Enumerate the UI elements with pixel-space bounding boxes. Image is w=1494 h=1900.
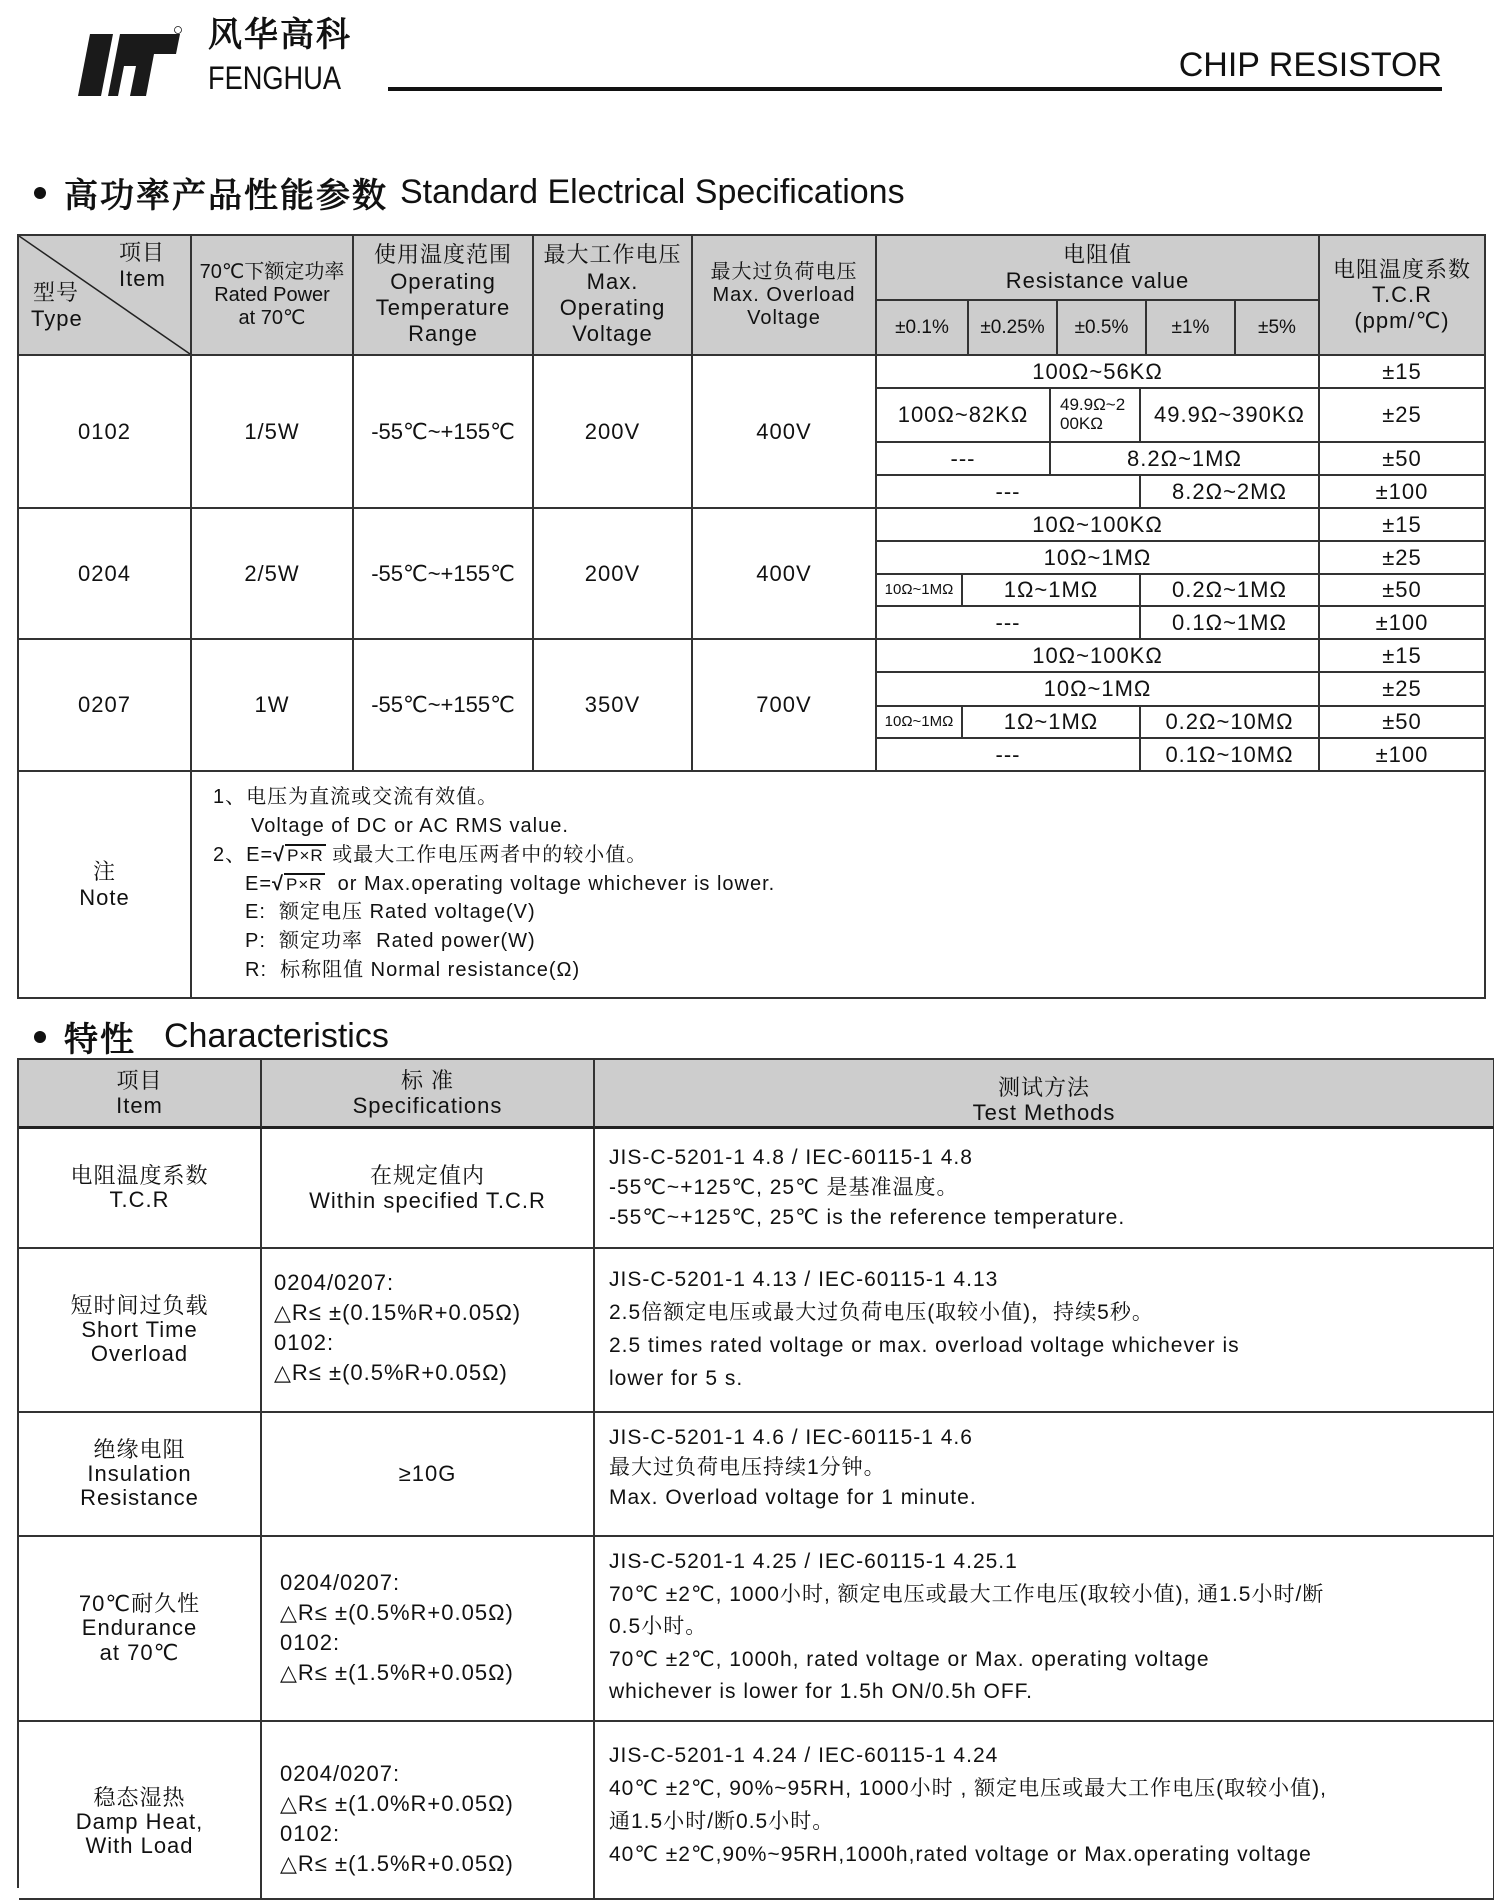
tcr-value-cell: [1320, 707, 1486, 739]
test-method-cell: [595, 1413, 1494, 1537]
test-method-cell-text: JIS-C-5201-1 4.8 / IEC-60115-1 4.8: [609, 1146, 973, 1169]
specification-cell-text: 0102:: [280, 1630, 341, 1655]
note-text: Voltage of DC or AC RMS value.: [251, 815, 569, 837]
header-tolerance: [1058, 301, 1147, 356]
max-overload-cell: [693, 640, 877, 772]
resistance-range-cell-text: 10Ω~1MΩ: [1043, 544, 1152, 570]
resistance-range-cell-text: 49.9Ω~200KΩ: [1060, 395, 1126, 433]
formula-radicand: P×R: [287, 846, 324, 865]
characteristics-section-title: [34, 1012, 389, 1061]
header-resistance-value-text: Resistance value: [1005, 267, 1190, 293]
header-label: Item: [119, 266, 166, 291]
specification-cell-text: 0204/0207:: [274, 1270, 395, 1295]
resistance-range-cell-text: ---: [995, 478, 1021, 504]
test-method-cell-text: -55℃~+125℃, 25℃ 是基准温度。: [609, 1176, 959, 1199]
item-cell-text: Insulation: [87, 1460, 192, 1486]
item-cell-text: Overload: [90, 1341, 189, 1367]
max-voltage-cell-text: 200V: [584, 560, 641, 586]
item-cell-text: Endurance: [81, 1615, 198, 1641]
header-rated-power-text: Rated Power: [214, 283, 330, 306]
resistance-range-cell: [877, 640, 1320, 673]
header-operating-temp-text: Range: [408, 321, 478, 347]
resistance-range-cell: [877, 607, 1141, 640]
max-overload-cell: [693, 356, 877, 509]
test-method-cell-text: JIS-C-5201-1 4.24 / IEC-60115-1 4.24: [609, 1744, 999, 1767]
resistance-range-cell: [877, 707, 963, 739]
test-method-cell-text: whichever is lower for 1.5h ON/0.5h OFF.: [609, 1680, 1033, 1703]
item-cell-text: at 70℃: [99, 1639, 180, 1665]
tcr-value-cell: [1320, 673, 1486, 707]
tcr-value-cell: [1320, 640, 1486, 673]
operating-temp-cell-text: -55℃~+155℃: [371, 418, 515, 444]
note-text: E: 额定电压 Rated voltage(V): [245, 901, 536, 923]
note-text: or Max.operating voltage whichever is lower.: [324, 873, 776, 895]
brand-name-cn: 风华高科: [208, 16, 352, 54]
resistance-range-cell: [877, 509, 1320, 542]
resistance-range-cell: [1051, 443, 1320, 476]
tcr-value-cell-text: ±100: [1375, 741, 1429, 767]
resistance-range-cell: [877, 356, 1320, 389]
test-method-cell: [595, 1129, 1494, 1249]
resistance-range-cell-text: 0.1Ω~1MΩ: [1172, 609, 1287, 635]
item-cell: [19, 1249, 262, 1413]
specification-cell-text: ≥10G: [398, 1461, 457, 1487]
tcr-value-cell: [1320, 476, 1486, 509]
item-cell-text: 绝缘电阻: [93, 1436, 186, 1462]
header-item-text: Item: [116, 1093, 163, 1118]
header-tolerance: [1236, 301, 1320, 356]
type-cell: [19, 356, 192, 509]
specification-cell-text: Within specified T.C.R: [309, 1188, 546, 1213]
type-cell-text: 0102: [78, 418, 131, 444]
resistance-range-cell: [877, 575, 963, 607]
header-tolerance-text: ±1%: [1171, 316, 1210, 338]
test-method-cell-text: JIS-C-5201-1 4.6 / IEC-60115-1 4.6: [609, 1426, 973, 1449]
rated-power-cell: [192, 640, 354, 772]
tcr-value-cell-text: ±15: [1382, 511, 1422, 537]
specification-cell: [262, 1129, 595, 1249]
header-operating-temp-text: Temperature: [375, 295, 511, 320]
header-tolerance: [877, 301, 969, 356]
item-cell-text: Resistance: [80, 1485, 199, 1511]
specification-cell-text: △R≤ ±(0.5%R+0.05Ω): [274, 1360, 508, 1385]
item-cell-text: 短时间过负载: [70, 1292, 209, 1318]
note-line: [245, 873, 775, 896]
resistance-range-cell: [1051, 389, 1141, 443]
item-cell-text: With Load: [85, 1833, 194, 1859]
resistance-range-cell-text: 0.2Ω~10MΩ: [1165, 709, 1294, 735]
note-line: [213, 844, 647, 867]
tcr-value-cell-text: ±50: [1382, 445, 1422, 471]
header-type-item: [19, 236, 192, 356]
test-method-cell: [595, 1722, 1494, 1900]
max-voltage-cell: [534, 509, 693, 640]
header-tcr-text: 电阻温度系数: [1332, 257, 1471, 283]
header-operating-temp-text: 使用温度范围: [373, 242, 512, 268]
specification-cell-text: 在规定值内: [369, 1162, 485, 1188]
tcr-value-cell-text: ±25: [1382, 676, 1422, 702]
fenghua-logo-icon: [68, 26, 183, 96]
test-method-cell-text: 最大过负荷电压持续1分钟。: [609, 1456, 886, 1479]
max-voltage-cell-text: 200V: [584, 418, 641, 444]
test-method-cell-text: 0.5小时。: [609, 1615, 708, 1638]
tcr-value-cell-text: ±25: [1382, 544, 1422, 570]
header-operating-temp: [354, 236, 534, 356]
resistance-range-cell: [963, 707, 1141, 739]
specification-cell-text: 0102:: [274, 1330, 335, 1355]
specification-cell-text: △R≤ ±(1.5%R+0.05Ω): [280, 1851, 514, 1876]
resistance-range-cell: [1141, 575, 1320, 607]
header-operating-temp-text: Operating: [390, 268, 496, 294]
tcr-value-cell: [1320, 739, 1486, 772]
tcr-value-cell: [1320, 389, 1486, 443]
tcr-value-cell: [1320, 509, 1486, 542]
specification-cell: [262, 1722, 595, 1900]
header-max-voltage: [534, 236, 693, 356]
max-overload-cell-text: 400V: [756, 560, 812, 586]
specification-cell-text: 0102:: [280, 1821, 341, 1846]
specification-cell-text: △R≤ ±(0.15%R+0.05Ω): [274, 1300, 522, 1325]
item-cell: [19, 1537, 262, 1722]
resistance-range-cell: [877, 542, 1320, 575]
test-method-cell-text: Max. Overload voltage for 1 minute.: [609, 1486, 977, 1509]
header-specifications-text: 标 准: [400, 1067, 455, 1093]
resistance-range-cell: [1141, 389, 1320, 443]
header-max-voltage-text: Operating: [559, 295, 666, 320]
rated-power-cell-text: 2/5W: [244, 560, 300, 586]
operating-temp-cell: [354, 640, 534, 772]
item-cell: [19, 1722, 262, 1900]
max-voltage-cell: [534, 356, 693, 509]
tcr-value-cell-text: ±50: [1382, 709, 1422, 735]
tcr-value-cell-text: ±25: [1382, 402, 1422, 428]
test-method-cell-text: -55℃~+125℃, 25℃ is the reference temperature.: [609, 1206, 1126, 1229]
type-cell-text: 0204: [78, 560, 131, 586]
type-cell: [19, 640, 192, 772]
header-label: Type: [31, 306, 83, 331]
specification-cell-text: 0204/0207:: [280, 1570, 401, 1595]
specification-cell-text: △R≤ ±(0.5%R+0.05Ω): [280, 1600, 514, 1625]
header-item: [19, 1060, 262, 1129]
resistance-range-cell: [963, 575, 1141, 607]
test-method-cell-text: 40℃ ±2℃,90%~95RH,1000h,rated voltage or Max.operating voltage: [609, 1843, 1312, 1866]
tcr-value-cell: [1320, 356, 1486, 389]
spec-title-en: Standard Electrical Specifications: [400, 173, 905, 211]
note-label: [19, 772, 192, 999]
resistance-range-cell-text: 10Ω~1MΩ: [1043, 676, 1152, 702]
header-specifications-text: Specifications: [352, 1093, 503, 1118]
test-method-cell-text: JIS-C-5201-1 4.25 / IEC-60115-1 4.25.1: [609, 1550, 1018, 1573]
sqrt-icon: √: [272, 873, 285, 895]
note-line: [251, 815, 569, 838]
resistance-range-cell-text: 49.9Ω~390KΩ: [1154, 402, 1305, 428]
note-text: R: 标称阻值 Normal resistance(Ω): [245, 959, 581, 981]
note-text: 或最大工作电压两者中的较小值。: [325, 844, 648, 866]
spec-title-cn: 高功率产品性能参数: [64, 177, 388, 215]
operating-temp-cell: [354, 356, 534, 509]
note-line: [245, 901, 536, 924]
header-item-text: 项目: [116, 1067, 163, 1093]
header-max-overload: [693, 236, 877, 356]
resistance-range-cell: [1141, 476, 1320, 509]
header-max-overload-text: Max. Overload: [712, 283, 856, 306]
note-line: [245, 930, 536, 953]
resistance-range-cell: [877, 389, 1051, 443]
header-tolerance-text: ±5%: [1258, 316, 1296, 338]
header-test-methods: [595, 1060, 1494, 1129]
item-cell-text: 稳态湿热: [93, 1784, 186, 1810]
header-specifications: [262, 1060, 595, 1129]
header-rated-power: [192, 236, 354, 356]
formula-prefix: E=: [245, 873, 273, 895]
note-line: [245, 959, 580, 982]
resistance-range-cell-text: ---: [995, 741, 1021, 767]
specification-cell: [262, 1249, 595, 1413]
max-voltage-cell: [534, 640, 693, 772]
test-method-cell-text: 70℃ ±2℃, 1000h, rated voltage or Max. operating voltage: [609, 1647, 1210, 1671]
characteristics-title-cn: 特性: [64, 1021, 136, 1059]
tcr-value-cell: [1320, 542, 1486, 575]
header-tolerance: [1147, 301, 1236, 356]
sqrt-icon: √: [273, 844, 286, 866]
resistance-range-cell: [1141, 607, 1320, 640]
resistance-range-cell-text: ---: [950, 445, 976, 471]
resistance-range-cell-text: 8.2Ω~2MΩ: [1172, 478, 1287, 504]
header-max-voltage-text: Max.: [586, 268, 639, 294]
tcr-value-cell-text: ±15: [1382, 642, 1422, 668]
rated-power-cell-text: 1/5W: [244, 418, 300, 444]
header-tcr-text: (ppm/℃): [1354, 307, 1450, 333]
resistance-range-cell-text: 100Ω~82KΩ: [897, 402, 1029, 428]
header-rated-power-text: at 70℃: [238, 306, 306, 329]
note-text: P: 额定功率 Rated power(W): [245, 930, 536, 952]
bullet-icon: [34, 187, 46, 199]
spec-section-title: [34, 168, 905, 217]
header-max-overload-text: 最大过负荷电压: [710, 260, 858, 283]
header-max-voltage-text: Voltage: [572, 321, 653, 347]
specification-cell-text: △R≤ ±(1.0%R+0.05Ω): [280, 1791, 514, 1816]
header-tolerance-text: ±0.25%: [980, 316, 1045, 338]
formula-prefix: 2、E=: [213, 844, 274, 866]
test-method-cell-text: 通1.5小时/断0.5小时。: [609, 1810, 835, 1833]
note-text: 1、电压为直流或交流有效值。: [213, 786, 499, 808]
header-resistance-value-text: 电阻值: [1062, 242, 1132, 268]
resistance-range-cell: [877, 476, 1141, 509]
specification-cell: [262, 1413, 595, 1537]
resistance-range-cell: [877, 673, 1320, 707]
header-max-overload-text: Voltage: [747, 306, 821, 329]
operating-temp-cell-text: -55℃~+155℃: [371, 560, 515, 586]
item-cell-text: 电阻温度系数: [70, 1162, 209, 1188]
resistance-range-cell-text: 1Ω~1MΩ: [1003, 709, 1099, 735]
specification-cell: [262, 1537, 595, 1722]
tcr-value-cell-text: ±100: [1375, 609, 1429, 635]
resistance-range-cell-text: ---: [995, 609, 1021, 635]
header-tolerance: [969, 301, 1058, 356]
resistance-range-cell-text: 10Ω~100KΩ: [1032, 511, 1163, 537]
item-cell: [19, 1129, 262, 1249]
resistance-range-cell-text: 10Ω~1MΩ: [884, 581, 954, 599]
item-cell-text: 70℃耐久性: [78, 1591, 201, 1617]
specification-cell-text: △R≤ ±(1.5%R+0.05Ω): [280, 1660, 514, 1685]
formula-radicand: P×R: [286, 875, 323, 894]
product-title: CHIP RESISTOR: [1178, 46, 1442, 84]
type-cell-text: 0207: [78, 692, 131, 718]
header-label: 型号: [33, 280, 80, 305]
header-tolerance-text: ±0.1%: [895, 316, 949, 338]
max-overload-cell-text: 400V: [756, 418, 812, 444]
header-test-methods-text: Test Methods: [972, 1100, 1116, 1125]
header-resistance-value: [877, 236, 1320, 301]
resistance-range-cell-text: 1Ω~1MΩ: [1003, 577, 1099, 603]
test-method-cell-text: 40℃ ±2℃, 90%~95RH, 1000小时 , 额定电压或最大工作电压(取较小值),: [609, 1777, 1327, 1800]
bullet-icon: [34, 1031, 46, 1043]
header-max-voltage-text: 最大工作电压: [543, 242, 682, 268]
resistance-range-cell: [1141, 739, 1320, 772]
resistance-range-cell-text: 10Ω~100KΩ: [1032, 642, 1163, 668]
tcr-value-cell: [1320, 443, 1486, 476]
test-method-cell-text: 70℃ ±2℃, 1000小时, 额定电压或最大工作电压(取较小值), 通1.5小时/断: [609, 1582, 1325, 1606]
resistance-range-cell: [877, 443, 1051, 476]
resistance-range-cell-text: 0.1Ω~10MΩ: [1165, 741, 1294, 767]
resistance-range-cell: [1141, 707, 1320, 739]
resistance-range-cell-text: 0.2Ω~1MΩ: [1172, 577, 1287, 603]
rated-power-cell-text: 1W: [254, 692, 290, 718]
specification-cell-text: 0204/0207:: [280, 1761, 401, 1786]
test-method-cell-text: lower for 5 s.: [609, 1367, 744, 1390]
tcr-value-cell-text: ±50: [1382, 577, 1422, 603]
rated-power-cell: [192, 509, 354, 640]
item-cell: [19, 1413, 262, 1537]
tcr-value-cell-text: ±15: [1382, 358, 1422, 384]
header-rule: [388, 87, 1442, 91]
resistance-range-cell-text: 100Ω~56KΩ: [1032, 358, 1163, 384]
test-method-cell-text: 2.5倍额定电压或最大过负荷电压(取较小值)，持续5秒。: [609, 1301, 1154, 1324]
note-label-text: 注: [92, 859, 116, 885]
test-method-cell-text: JIS-C-5201-1 4.13 / IEC-60115-1 4.13: [609, 1268, 999, 1291]
item-cell-text: Short Time: [81, 1316, 198, 1342]
tcr-value-cell: [1320, 607, 1486, 640]
max-overload-cell: [693, 509, 877, 640]
note-line: [213, 786, 498, 809]
test-method-cell: [595, 1537, 1494, 1722]
note-body: [192, 772, 1486, 999]
header-rated-power-text: 70℃下额定功率: [199, 260, 345, 283]
resistance-range-cell-text: 8.2Ω~1MΩ: [1127, 445, 1242, 471]
operating-temp-cell: [354, 509, 534, 640]
test-method-cell-text: 2.5 times rated voltage or max. overload voltage whichever is: [609, 1334, 1240, 1357]
tcr-value-cell-text: ±100: [1375, 478, 1429, 504]
type-cell: [19, 509, 192, 640]
max-voltage-cell-text: 350V: [584, 692, 641, 718]
header-label: 项目: [119, 240, 166, 265]
max-overload-cell-text: 700V: [756, 692, 812, 718]
rated-power-cell: [192, 356, 354, 509]
header-tcr: [1320, 236, 1486, 356]
brand-name-en: FENGHUA: [208, 60, 341, 96]
header-tolerance-text: ±0.5%: [1074, 316, 1129, 338]
note-label-text: Note: [79, 884, 130, 910]
header-test-methods-text: 测试方法: [997, 1074, 1090, 1100]
resistance-range-cell-text: 10Ω~1MΩ: [884, 713, 954, 731]
tcr-value-cell: [1320, 575, 1486, 607]
item-cell-text: T.C.R: [109, 1187, 170, 1212]
item-cell-text: Damp Heat,: [75, 1808, 204, 1834]
characteristics-title-en: Characteristics: [164, 1017, 389, 1055]
header-tcr-text: T.C.R: [1372, 282, 1432, 308]
operating-temp-cell-text: -55℃~+155℃: [371, 692, 515, 718]
resistance-range-cell: [877, 739, 1141, 772]
test-method-cell: [595, 1249, 1494, 1413]
